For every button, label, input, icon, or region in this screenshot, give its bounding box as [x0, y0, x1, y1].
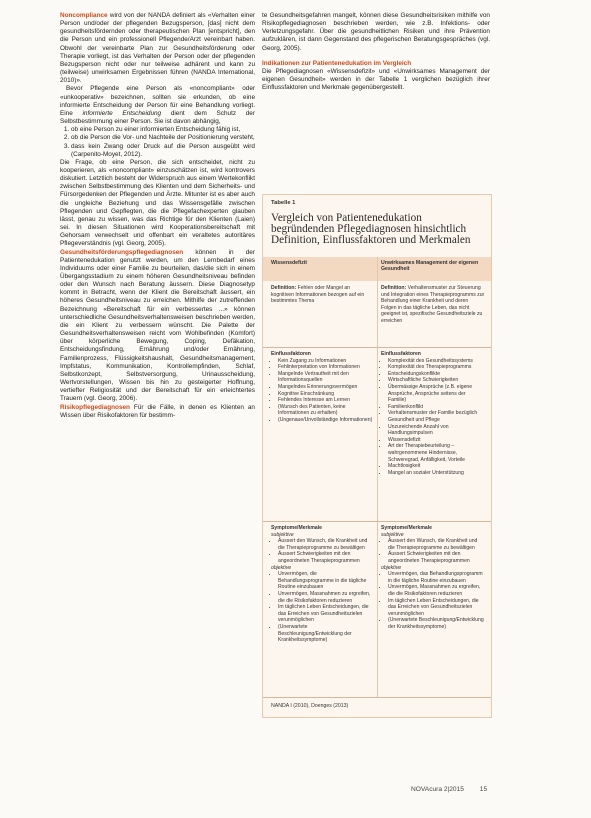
column-header-ineffective-management: Unwirksames Management der eigenen Gesundheit [381, 260, 479, 273]
subjective-label: subjektive [381, 531, 404, 538]
factors-label: Einflussfaktoren [381, 351, 421, 357]
symptoms-ineffective-management [381, 525, 485, 631]
list-item: • Fehlinterpretation von Informationen [278, 364, 373, 371]
factors-knowledge-deficit [271, 351, 373, 424]
paragraph-text: Bevor Pflegende eine Person als «noncompliant» oder «unkooperativ» bezeichnen, sollten sie erkunden, ob eine informierte Entscheidung der Person für eine Behandlung vorliegt. Eine [60, 85, 255, 117]
list-item: • Komplexität des Gesundheitssystems [388, 358, 485, 365]
column-header-knowledge-deficit: Wissensdefizit [271, 260, 307, 266]
paragraph-text: wird von der NANDA definiert als «Verhalten einer Person und/oder der pflegenden Bezugsperson, [das] nicht dem gesundheitsfördernden oder therapeutischen Plan [entspricht], den die Person und ein professionell Pflegende/Arzt vereinbart haben. Obwohl der vereinbarte Plan zur Gesundheitsförderung oder Therapie vorliegt, ist das Verhalten der Person oder der pflegenden Bezugsperson nicht oder nur teilweise adhärent und kann zu (teilweise) unwirksamen Ergebnissen führen (NANDA International, 2010)». [60, 12, 255, 85]
list-item: • Komplexität des Therapieprogramms [388, 364, 485, 371]
paragraph-health-promotion [60, 249, 255, 404]
paragraph-text: dient dem Schutz der Selbstbestimmung einer Person. Sie ist davon abhängig, [60, 109, 255, 126]
factors-ineffective-management [381, 351, 485, 476]
symptoms-label: Symptome/Merkmale [271, 525, 322, 531]
objective-label: objektive [271, 564, 292, 571]
list-item: • Äussert den Wunsch, die Krankheit und die Therapieprogramme zu bewältigen [388, 538, 485, 551]
paragraph-noncompliance [60, 12, 255, 85]
table-source: NANDA I (2010), Doenges (2013) [271, 703, 349, 709]
paragraph-text: können in der Patientenedukation genutzt werden, um den Lernbedarf eines Individuums oder einer Familie zu beurteilen, das/die sich in einem Übergangsstadium zu einem höheren Gesundheitsniveau befinden oder den Wunsch nach Beratung äussern. Diese Diagnosetyp kommt in Betracht, wenn der Klient die Bereitschaft äussert, ein höheres Gesundheitsniveau zu erreichen. Mithilfe der zutreffenden Bezeichnung «Bereitschaft für ein verbessertes ...» können unterschiedliche Gesundheitsverhaltensweisen beschrieben werden, die ein Klient zu verbessern wünscht. Die Palette der Gesundheitsverhaltensweisen reicht vom Wohlbefinden (Komfort) über körperliche Bewegung, Coping, Defäkation, Entscheidungsfindung, Ernährung und/oder Ernährung, Familienprozess, Flüssigkeitshaushalt, Gesundheitsmanagement, Impfstatus, Kommunikation, Kontrollempfinden, Schlaf, Selbstkonzept, Selbstversorgung, Urinausscheidung, Wertvorstellungen, Wissen bis hin zu gesteigerter Hoffnung, vertiefter Religiosität und der Bereitschaft für ein erleichtertes Trauern (vgl. Georg, 2006). [60, 248, 255, 403]
definition-label: Definition: [381, 285, 407, 291]
list-item: • Kognitive Einschränkung [278, 391, 373, 398]
term-noncompliance: Noncompliance [60, 12, 108, 19]
list-item: • Im täglichen Leben Entscheidungen, die das Erreichen von Gesundheitszielen verunmöglichen [278, 604, 373, 624]
definition-text: Fehlen oder Mangel an kognitiven Informationen bezogen auf ein bestimmtes Thema [271, 285, 365, 305]
list-item: • Unvermögen, die Behandlungsprogramme in die tägliche Routine einzubauen [278, 571, 373, 591]
column-divider [377, 257, 378, 697]
factors-label: Einflussfaktoren [271, 351, 311, 357]
paragraph-risk-diagnoses [60, 404, 255, 420]
list-item: 2. ob die Person die Vor- und Nachteile der Positionierung versteht, [71, 134, 255, 142]
list-item: • Äussert Schwierigkeiten mit den angeordneten Therapieprogrammen [278, 551, 373, 564]
definition-ineffective-management [381, 285, 485, 325]
magazine-name: NOVAcura [411, 786, 443, 793]
list-item: • Wissensdefizit [388, 437, 485, 444]
subjective-list [381, 538, 485, 564]
subjective-list [271, 538, 373, 564]
section-heading: Indikationen zur Patientenedukation im Vergleich [262, 59, 412, 67]
list-item: • Unzureichende Anzahl von Handlungsimpulsen [388, 424, 485, 437]
italic-term: informierte Entscheidung [82, 109, 162, 117]
list-item: • Äussert den Wunsch, die Krankheit und die Therapieprogramme zu bewältigen [278, 538, 373, 551]
list-item: • Verhaltensmuster der Familie bezüglich Gesundheit und Pflege [388, 410, 485, 423]
paragraph-text: Für die Fälle, in denen es Klienten an Wissen über Risikofaktoren für bestimm- [60, 403, 255, 419]
definition-knowledge-deficit [271, 285, 373, 305]
list-item: • Unvermögen, das Behandlungsprogramm in die tägliche Routine einzubauen [388, 571, 485, 584]
issue-number: 2|2015 [443, 786, 464, 793]
paragraph-risk-continued: te Gesundheitsgefahren mangelt, können diese Gesundheitsrisiken mithilfe von Risikopflegediagnosen beschrieben werden, wie z.B. Infektions- oder Verletzungsgefahr. Über die gesundheitlichen Risiken und ihre Prävention aufzuklären, ist dann Gegenstand des pflegerischen Beratungsgespräches (vgl. Georg, 2005). [262, 12, 490, 52]
list-item: • Unvermögen, Massnahmen zu ergreifen, die die Risikofaktoren reduzieren [388, 584, 485, 597]
term-risk-diagnoses: Risikopflegediagnosen [60, 403, 130, 411]
subjective-label: subjektive [271, 531, 294, 538]
right-column [262, 12, 490, 92]
row-divider [263, 347, 491, 348]
list-item: • Entscheidungskonflikte [388, 371, 485, 378]
list-item: • Fehlendes Interesse am Lernen [278, 397, 373, 404]
list-item: • (Unerwartete Beschleunigung/Entwicklung der Krankheitssymptome) [278, 624, 373, 644]
left-column [60, 12, 255, 420]
comparison-table [262, 194, 492, 718]
list-item: • (Ungenaue/Unvollständige Informationen) [278, 417, 373, 424]
list-item: 1. ob eine Person zu einer informierten Entscheidung fähig ist, [71, 126, 255, 134]
list-item: • Machtlosigkeit [388, 463, 485, 470]
symptoms-label: Symptome/Merkmale [381, 525, 432, 531]
list-item: • Wirtschaftliche Schwierigkeiten [388, 377, 485, 384]
list-item: • Mangelnde Vertrautheit mit den Informationsquellen [278, 371, 373, 384]
page-footer [411, 786, 487, 793]
objective-label: objektive [381, 564, 402, 571]
symptoms-knowledge-deficit [271, 525, 373, 644]
row-divider [263, 697, 491, 698]
list-item: • Im täglichen Leben Entscheidungen, die das Erreichen von Gesundheitszielen verunmöglichen [388, 598, 485, 618]
list-item: • Übermässige Ansprüche (z.B. eigene Ansprüche, Ansprüche seitens der Familie) [388, 384, 485, 404]
list-item: 3. dass kein Zwang oder Druck auf die Person ausgeübt wird (Carpenito-Moyet, 2012). [71, 143, 255, 159]
list-item: • Art der Therapiebeurteilung – wahrgenommene Hindernisse, Schweregrad, Anfälligkeit, Vorteile [388, 443, 485, 463]
list-item: • (Unerwartete Beschleunigung/Entwicklung der Krankheitssymptome) [388, 617, 485, 630]
list-item: • Unvermögen, Massnahmen zu ergreifen, die die Risikofaktoren reduzieren [278, 591, 373, 604]
paragraph-informed-decision [60, 85, 255, 126]
paragraph-comparison: Die Pflegediagnosen «Wissensdefizit» und «Unwirksames Management der eigenen Gesundheit» werden in der Tabelle 1 verglichen bezüglich ihrer Einflussfaktoren und Merkmale gegenübergestellt. [262, 67, 490, 92]
factors-list [271, 358, 373, 424]
list-item: • Familienkonflikt [388, 404, 485, 411]
numbered-list [60, 126, 255, 159]
term-health-promotion: Gesundheitsförderungspflegediagnosen [60, 248, 184, 256]
list-item: • Kein Zugang zu Informationen [278, 358, 373, 365]
table-title: Vergleich von Patientenedukation begründenden Pflegediagnosen hinsichtlich Definition, Einflussfaktoren und Merkmalen [271, 212, 471, 247]
definition-label: Definition: [271, 285, 297, 291]
objective-list [271, 571, 373, 644]
paragraph-controversy: Die Frage, ob eine Person, die sich entscheidet, nicht zu kooperieren, als «noncompliant» einzuschätzen ist, wird kontrovers diskutiert. Letztlich besteht der Widerspruch aus einem Wertekonflikt zwischen Selbstbestimmung des Klienten und dem Sicherheits- und Fürsorgedenken der Pflegenden und Ärzte. Mitunter ist es aber auch die ungleiche Beziehung und das Wissensgefälle zwischen Pflegenden und Gepflegten, die die Pflegefachexperten glauben lässt, genau zu wissen, was das Richtige für den Klienten (Laien) sei. In diesen Situationen wird Kooperationsbereitschaft mit Gehorsam verwechselt und offenbart ein veraltetes autoritäres Pflegeverständnis (vgl. Georg, 2005). [60, 158, 255, 248]
list-item: • Mangel an sozialer Unterstützung [388, 470, 485, 477]
list-item: • (Wunsch des Patienten, keine Informationen zu erhalten) [278, 404, 373, 417]
definition-text: Verhaltensmuster zur Steuerung und Integration eines Therapieprogramms zur Behandlung einer Krankheit und deren Folgen in das tägliche Leben, das nicht geeignet ist, spezifische Gesundheitsziele zu erreichen [381, 285, 485, 324]
list-item: • Äussert Schwierigkeiten mit den angeordneten Therapieprogrammen [388, 551, 485, 564]
factors-list [381, 358, 485, 477]
objective-list [381, 571, 485, 630]
page-number: 15 [479, 786, 488, 793]
table-label: Tabelle 1 [271, 200, 296, 206]
row-divider [263, 521, 491, 522]
list-item: • Mangelndes Erinnerungsvermögen [278, 384, 373, 391]
